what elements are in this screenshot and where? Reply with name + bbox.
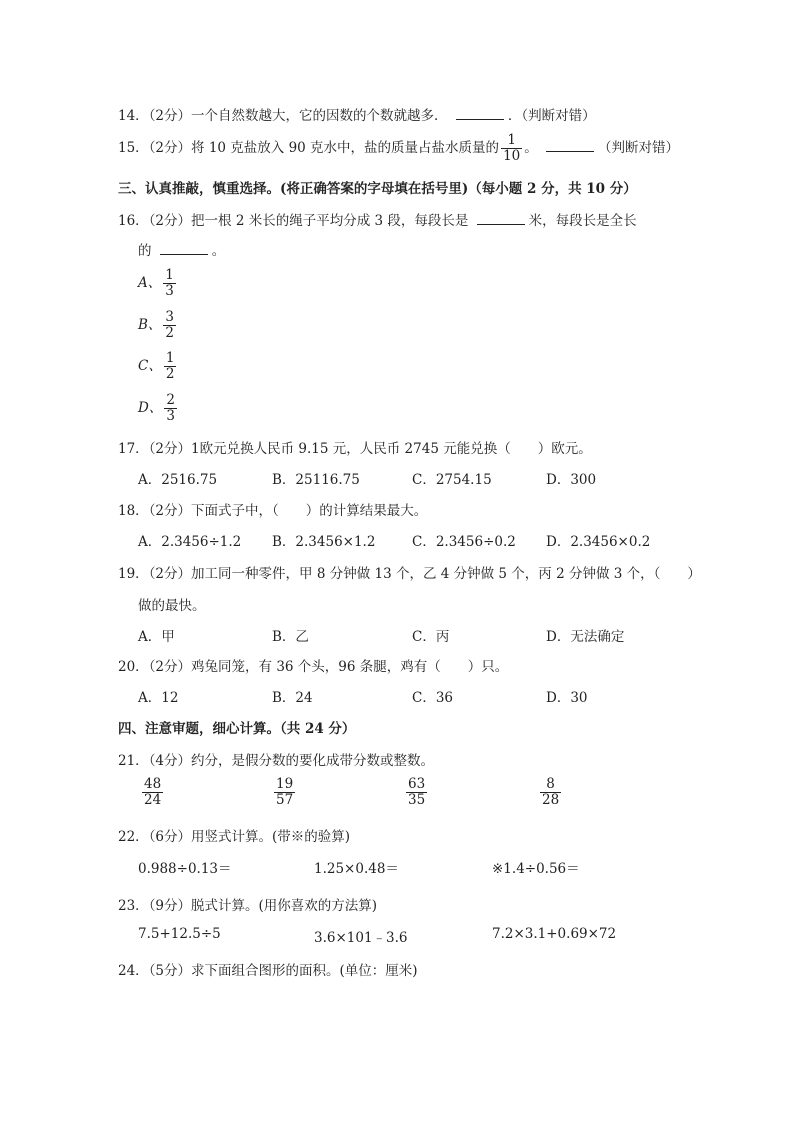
- fraction: [164, 393, 177, 424]
- fraction: [540, 777, 561, 808]
- fraction-numerator: 1: [507, 132, 516, 148]
- question-21: [118, 749, 434, 769]
- option-a[interactable]: A．12: [138, 690, 179, 706]
- option-c[interactable]: C．2754.15: [412, 472, 492, 488]
- question-text: 脱式计算。(用你喜欢的方法算): [191, 898, 378, 914]
- fraction: [163, 310, 176, 341]
- option-letter: B、: [138, 317, 162, 333]
- fraction-denominator: 24: [144, 792, 162, 808]
- option-b[interactable]: B．25116.75: [272, 472, 360, 488]
- question-20: [118, 655, 508, 675]
- option-letter: D、: [138, 400, 163, 416]
- section-3-title: 三、认真推敲，慎重选择。(将正确答案的字母填在括号里)（每小题 2 分，共 10 分）: [118, 181, 637, 197]
- question-number: 14．: [118, 108, 149, 124]
- option-d[interactable]: D．2.3456×0.2: [546, 534, 651, 550]
- option-d[interactable]: D．300: [546, 472, 597, 488]
- calc-item-1: 7.5+12.5÷5: [138, 926, 221, 942]
- fraction-denominator: 10: [503, 148, 521, 164]
- fraction-numerator: 8: [546, 776, 555, 792]
- fraction-numerator: 63: [408, 776, 426, 792]
- question-text-3: 的: [138, 243, 152, 259]
- question-score: （2分）: [148, 213, 192, 229]
- question-number: 23．: [118, 898, 149, 914]
- option-a[interactable]: A．2516.75: [138, 472, 218, 488]
- fraction-denominator: 3: [165, 283, 174, 299]
- question-number: 21．: [118, 753, 149, 769]
- fraction-denominator: 35: [408, 792, 426, 808]
- fraction: [406, 777, 427, 808]
- question-score: （5分）: [148, 963, 192, 979]
- question-17: [118, 437, 592, 457]
- fraction-denominator: 2: [165, 366, 175, 382]
- option-a[interactable]: A．2.3456÷1.2: [138, 534, 242, 550]
- section-4-title: 四、注意审题，细心计算。（共 24 分）: [118, 721, 356, 737]
- question-score: （2分）: [148, 566, 192, 582]
- question-22: [118, 825, 350, 845]
- fraction: [163, 268, 176, 299]
- question-16-cont: [138, 239, 225, 259]
- question-text: 鸡兔同笼，有 36 个头，96 条腿，鸡有（ ）只。: [191, 659, 509, 675]
- question-text: 把一根 2 米长的绳子平均分成 3 段，每段长是: [191, 213, 469, 229]
- reduce-fraction-2: [272, 777, 297, 808]
- option-letter: C、: [138, 358, 162, 374]
- fraction-numerator: 1: [165, 267, 174, 283]
- option-b[interactable]: [138, 310, 178, 341]
- option-b[interactable]: B．2.3456×1.2: [272, 534, 376, 550]
- option-d[interactable]: D．30: [546, 690, 588, 706]
- fraction: [501, 133, 522, 164]
- question-suffix: ．（判断对错）: [507, 108, 596, 124]
- answer-blank[interactable]: [546, 139, 594, 152]
- fraction-numerator: 2: [166, 392, 175, 408]
- calc-item-2: 1.25×0.48＝: [314, 861, 399, 877]
- answer-blank[interactable]: [477, 212, 525, 225]
- reduce-fraction-1: [140, 777, 165, 808]
- question-24: [118, 959, 418, 979]
- question-score: （2分）: [148, 503, 192, 519]
- option-b[interactable]: B．乙: [272, 629, 309, 645]
- answer-blank[interactable]: [160, 242, 208, 255]
- fraction-numerator: 48: [144, 776, 162, 792]
- question-number: 15．: [118, 140, 149, 156]
- question-text: 下面式子中，（ ）的计算结果最大。: [191, 503, 428, 519]
- question-number: 16．: [118, 213, 149, 229]
- reduce-fraction-4: [538, 777, 563, 808]
- fraction-denominator: 28: [542, 792, 560, 808]
- question-16: [118, 209, 637, 229]
- option-c[interactable]: C．2.3456÷0.2: [412, 534, 516, 550]
- question-score: （2分）: [148, 659, 192, 675]
- calc-item-2: 3.6×101﹣3.6: [314, 930, 408, 946]
- question-19: [118, 562, 701, 582]
- option-b[interactable]: B．24: [272, 690, 313, 706]
- question-text: 加工同一种零件，甲 8 分钟做 13 个，乙 4 分钟做 5 个，丙 2 分钟做 3 个，（ ）: [191, 566, 701, 582]
- option-letter: A、: [138, 275, 162, 291]
- option-d[interactable]: D．无法确定: [546, 629, 625, 645]
- calc-item-1: 0.988÷0.13＝: [138, 861, 232, 877]
- question-score: （2分）: [148, 140, 192, 156]
- question-14: [118, 104, 596, 124]
- fraction-denominator: 57: [276, 792, 294, 808]
- question-number: 20．: [118, 659, 149, 675]
- question-number: 19．: [118, 566, 149, 582]
- question-19-cont: 做的最快。: [138, 598, 206, 614]
- question-text: 约分，是假分数的要化成带分数或整数。: [191, 753, 435, 769]
- fraction-numerator: 19: [276, 776, 294, 792]
- option-c[interactable]: C．36: [412, 690, 454, 706]
- question-text: 用竖式计算。(带※的验算): [191, 829, 351, 845]
- option-c[interactable]: [138, 351, 178, 382]
- question-score: （2分）: [148, 441, 192, 457]
- question-number: 22．: [118, 829, 149, 845]
- question-15: [118, 133, 679, 164]
- fraction: [142, 777, 163, 808]
- calc-item-3: ※1.4÷0.56＝: [492, 861, 580, 877]
- question-text: 一个自然数越大，它的因数的个数就越多．: [191, 108, 448, 124]
- question-number: 24．: [118, 963, 149, 979]
- fraction: [274, 777, 295, 808]
- calc-item-3: 7.2×3.1+0.69×72: [492, 926, 617, 942]
- option-a[interactable]: A．甲: [138, 629, 175, 645]
- question-score: （4分）: [148, 753, 192, 769]
- question-text-4: 。: [211, 243, 226, 259]
- question-suffix: （判断对错）: [598, 140, 680, 156]
- fraction-numerator: 3: [165, 309, 175, 325]
- fraction-denominator: 3: [166, 408, 175, 424]
- question-text: 求下面组合图形的面积。(单位：厘米): [191, 963, 418, 979]
- option-c[interactable]: C．丙: [412, 629, 450, 645]
- answer-blank[interactable]: [456, 107, 504, 120]
- question-after: 。: [524, 140, 538, 156]
- option-a[interactable]: [138, 268, 178, 299]
- fraction-denominator: 2: [165, 325, 175, 341]
- reduce-fraction-3: [404, 777, 429, 808]
- question-text-2: 米，每段长是全长: [528, 213, 637, 229]
- question-text: 1欧元兑换人民币 9.15 元，人民币 2745 元能兑换（ ）欧元。: [191, 441, 592, 457]
- question-score: （9分）: [148, 898, 192, 914]
- fraction: [164, 351, 177, 382]
- question-text: 将 10 克盐放入 90 克水中，盐的质量占盐水质量的: [191, 140, 500, 156]
- question-23: [118, 894, 377, 914]
- question-18: [118, 499, 427, 519]
- question-number: 17．: [118, 441, 149, 457]
- question-score: （2分）: [148, 108, 192, 124]
- fraction-numerator: 1: [165, 350, 175, 366]
- question-score: （6分）: [148, 829, 192, 845]
- option-d[interactable]: [138, 393, 179, 424]
- question-number: 18．: [118, 503, 149, 519]
